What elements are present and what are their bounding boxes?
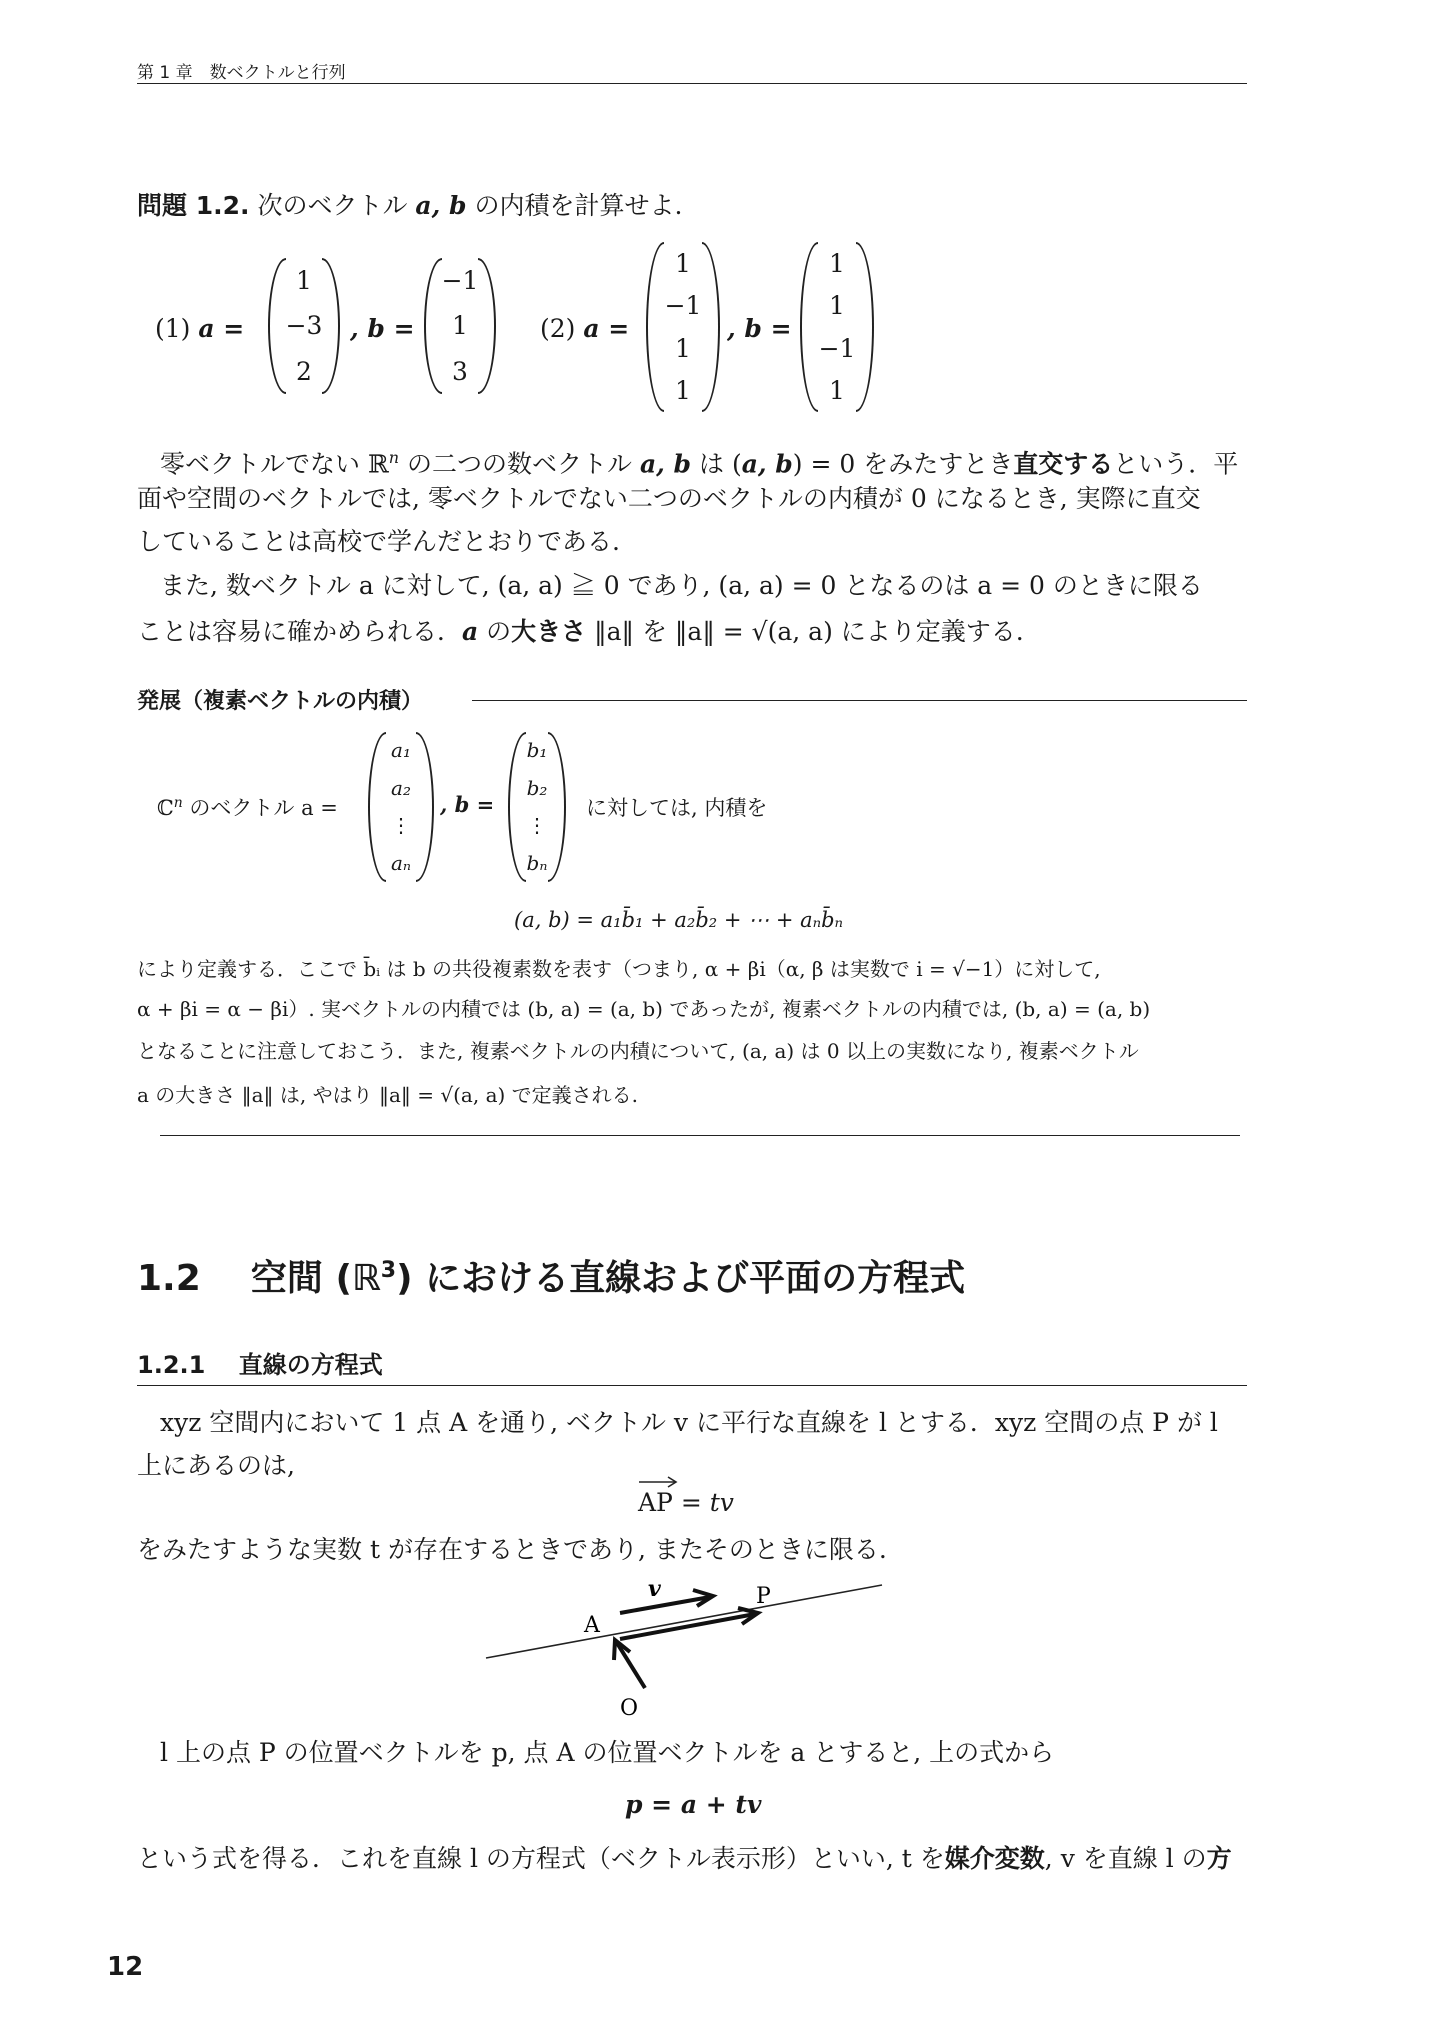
advanced-line-2: α + βi = α − βi）. 実ベクトルの内積では (b, a) = (a, b) であったが, 複素ベクトルの内積では, (b, a) = (a, b) <box>137 997 1151 1021</box>
adv-b-entry: bₙ <box>526 850 548 875</box>
part2-b-entry: −1 <box>818 333 856 363</box>
adv-b-entry: b₁ <box>526 738 548 763</box>
advanced-b-label: , b = <box>440 792 495 817</box>
part1-b-entry: 1 <box>452 311 468 341</box>
part2-a-entry: 1 <box>675 248 691 278</box>
part2-label: (2) a = <box>540 314 630 343</box>
label-O: O <box>620 1696 639 1721</box>
subsection-title: 直線の方程式 <box>238 1351 383 1379</box>
line-equation: p = a + tv <box>625 1790 762 1819</box>
adv-a-entry: a₁ <box>391 738 411 763</box>
vector-equation: AP = tv <box>638 1490 734 1515</box>
part1-a-entry: 1 <box>296 266 312 296</box>
problem-prompt-vars: a, b <box>415 191 467 220</box>
label-P: P <box>756 1584 771 1609</box>
section-heading: 1.2 空間 (ℝ$^3$) における直線および平面の方程式 <box>137 1258 966 1299</box>
orth-line-2: 面や空間のベクトルでは, 零ベクトルでない二つのベクトルの内積が 0 になるとき, 実際に直交 <box>137 484 1201 513</box>
subsection-number: 1.2.1 <box>137 1351 206 1379</box>
part1-a-label: a = <box>198 314 245 343</box>
complex-inner-product-formula: (a, b) = a₁b̄₁ + a₂b̄₂ + ⋯ + aₙb̄ₙ <box>514 908 844 932</box>
part2-b-entry: 1 <box>829 376 845 406</box>
part1-vector-a <box>268 258 340 394</box>
norm-line-1: また, 数ベクトル a に対して, (a, a) ≧ 0 であり, (a, a) = 0 となるのは a = 0 のときに限る <box>160 571 1203 600</box>
pos-para-line-1: l 上の点 P の位置ベクトルを p, 点 A の位置ベクトルを a とすると, 上の式から <box>160 1738 1055 1767</box>
part2-a-entry: 1 <box>675 333 691 363</box>
part2-b-entry: 1 <box>829 291 845 321</box>
adv-a-entry: ⋮ <box>391 813 411 838</box>
part2-a-entry: 1 <box>675 376 691 406</box>
part2-a-entry: −1 <box>664 291 702 321</box>
subsection-rule <box>137 1385 1247 1386</box>
advanced-title: 発展（複素ベクトルの内積） <box>137 689 424 714</box>
part2-vector-b <box>800 242 874 412</box>
part2-vector-a <box>646 242 720 412</box>
part1-b-label: , b = <box>350 314 415 343</box>
adv-a-entry: aₙ <box>390 850 412 875</box>
part1-b-entry: 3 <box>452 356 468 386</box>
problem-title: 問題 1.2. <box>137 191 250 220</box>
norm-line-2: ことは容易に確かめられる．a の大きさ ‖a‖ を ‖a‖ = √(a, a) により定義する. <box>137 617 1024 646</box>
label-v: v <box>648 1576 661 1602</box>
advanced-vector-b <box>508 732 566 882</box>
line-para-line-1: xyz 空間内において 1 点 A を通り, ベクトル v に平行な直線を l とする．xyz 空間の点 P が l <box>160 1408 1218 1437</box>
advanced-line-3: となることに注意しておこう．また, 複素ベクトルの内積について, (a, a) は 0 以上の実数になり, 複素ベクトル <box>137 1039 1139 1063</box>
line-para-line-2: 上にあるのは, <box>137 1451 295 1480</box>
part1-b-entry: −1 <box>441 266 479 296</box>
adv-b-entry: b₂ <box>526 775 548 800</box>
part1-vector-b <box>424 258 496 394</box>
running-head: 第 1 章 数ベクトルと行列 <box>137 63 346 83</box>
advanced-top-rule <box>472 700 1247 701</box>
label-A: A <box>584 1613 600 1638</box>
adv-a-entry: a₂ <box>391 775 411 800</box>
term-orthogonal: 直交する <box>1013 449 1114 479</box>
page-number: 12 <box>107 1952 144 1982</box>
problem-prompt-before: 次のベクトル <box>257 191 408 220</box>
vector-AP: AP <box>638 1490 673 1515</box>
part1-a-entry: 2 <box>296 356 312 386</box>
vector-OA-arrow <box>617 1643 645 1688</box>
advanced-vector-intro: ℂ$^n$ のベクトル a = <box>157 795 338 820</box>
problem-prompt-after: の内積を計算せよ. <box>474 191 683 220</box>
line-para-line-3: をみたすような実数 t が存在するときであり, またそのときに限る. <box>137 1535 887 1564</box>
advanced-bottom-rule <box>160 1135 1240 1136</box>
orth-line-1: 零ベクトルでない ℝ$^n$ の二つの数ベクトル a, b は (a, b) = 0 をみたすとき直交するという．平 <box>160 448 1239 479</box>
overarrow-icon <box>638 1476 678 1488</box>
orth-line-3: していることは高校で学んだとおりである. <box>137 527 620 556</box>
part2-a-label: a = <box>583 314 630 343</box>
adv-b-entry: ⋮ <box>527 813 547 838</box>
advanced-vector-after: に対しては, 内積を <box>586 796 768 820</box>
pos-para-line-2: という式を得る．これを直線 l の方程式（ベクトル表示形）といい, t を媒介変数, v を直線 l の方 <box>137 1844 1232 1873</box>
subsection-heading <box>137 1345 383 1380</box>
section-number: 1.2 <box>137 1258 201 1299</box>
advanced-line-1: により定義する．ここで b̄ᵢ は b の共役複素数を表す（つまり, α + βi（α, β は実数で i = √−1）に対して, <box>137 957 1101 981</box>
part1-label: (1) a = <box>155 314 245 343</box>
line-diagram <box>480 1560 900 1730</box>
part2-b-entry: 1 <box>829 248 845 278</box>
advanced-line-4: a の大きさ ‖a‖ は, やはり ‖a‖ = √(a, a) で定義される. <box>137 1083 639 1107</box>
header-rule <box>137 83 1247 84</box>
vector-AP-arrow <box>620 1614 755 1639</box>
problem-statement <box>137 193 682 218</box>
term-parameter: 媒介変数 <box>944 1844 1045 1873</box>
advanced-vector-a <box>368 732 434 882</box>
line-l <box>486 1585 882 1658</box>
part2-b-label: , b = <box>727 314 792 343</box>
part1-a-entry: −3 <box>285 311 323 341</box>
term-magnitude: 大きさ <box>511 617 587 646</box>
